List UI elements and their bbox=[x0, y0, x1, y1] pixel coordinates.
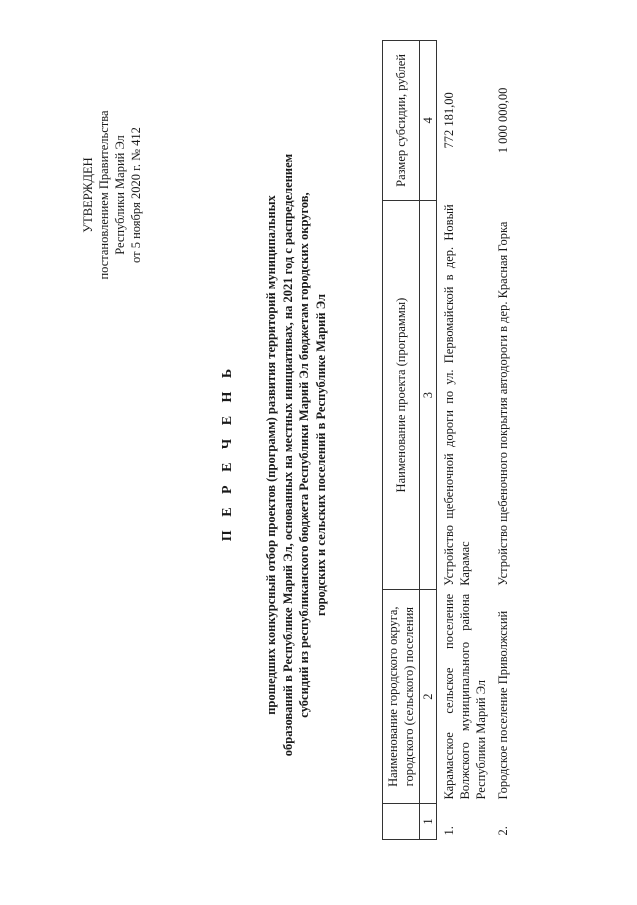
settlement-name: Городское поселение Приволжский bbox=[496, 610, 510, 800]
table-row bbox=[491, 41, 513, 840]
header-col-amount: Размер субсидии, рублей bbox=[383, 41, 420, 201]
table-row bbox=[437, 41, 492, 840]
document-title: П Е Р Е Ч Е Н Ь bbox=[220, 363, 235, 542]
column-number: 4 bbox=[420, 41, 437, 201]
subtitle-line-1: прошедших конкурсный отбор проектов (программ) развития территорий муниципальных bbox=[264, 195, 278, 715]
column-number: 1 bbox=[420, 804, 437, 840]
row-number: 1. bbox=[442, 826, 456, 836]
approval-stamp bbox=[80, 105, 144, 285]
header-col-project: Наименование проекта (программы) bbox=[383, 200, 420, 589]
approval-line-1: УТВЕРЖДЕН bbox=[81, 157, 95, 233]
table-header-row bbox=[383, 41, 420, 840]
row-number: 2. bbox=[496, 826, 510, 836]
settlement-name: Карамасское сельское поселение Волжского муниципального района Республики Марий Эл bbox=[442, 593, 488, 800]
document-subtitle bbox=[263, 105, 329, 805]
project-name: Устройство щебеночной дороги по ул. Первомайской в дер. Новый Карамас bbox=[442, 204, 472, 586]
approval-line-4: от 5 ноября 2020 г. № 412 bbox=[129, 127, 143, 263]
column-number-row bbox=[420, 41, 437, 840]
subtitle-line-3: субсидий из республиканского бюджета Республики Марий Эл бюджетам городских округов, bbox=[297, 192, 311, 718]
approval-line-2: постановлением Правительства bbox=[97, 110, 111, 280]
subsidy-amount: 1 000 000,00 bbox=[496, 87, 510, 154]
header-col-settlement: Наименование городского округа, городского (сельского) поселения bbox=[383, 590, 420, 804]
approval-line-3: Республики Марий Эл bbox=[113, 135, 127, 255]
subtitle-line-4: городских и сельских поселений в Республике Марий Эл bbox=[313, 293, 328, 617]
subsidy-amount: 772 181,00 bbox=[442, 92, 456, 149]
column-number: 2 bbox=[420, 590, 437, 804]
project-name: Устройство щебеночного покрытия автодороги в дер. Красная Горка bbox=[496, 221, 510, 586]
subsidy-table bbox=[382, 40, 513, 840]
header-col-num bbox=[383, 804, 420, 840]
column-number: 3 bbox=[420, 200, 437, 589]
subtitle-line-2: образований в Республике Марий Эл, основанных на местных инициативах, на 2021 год с распределением bbox=[280, 153, 295, 757]
